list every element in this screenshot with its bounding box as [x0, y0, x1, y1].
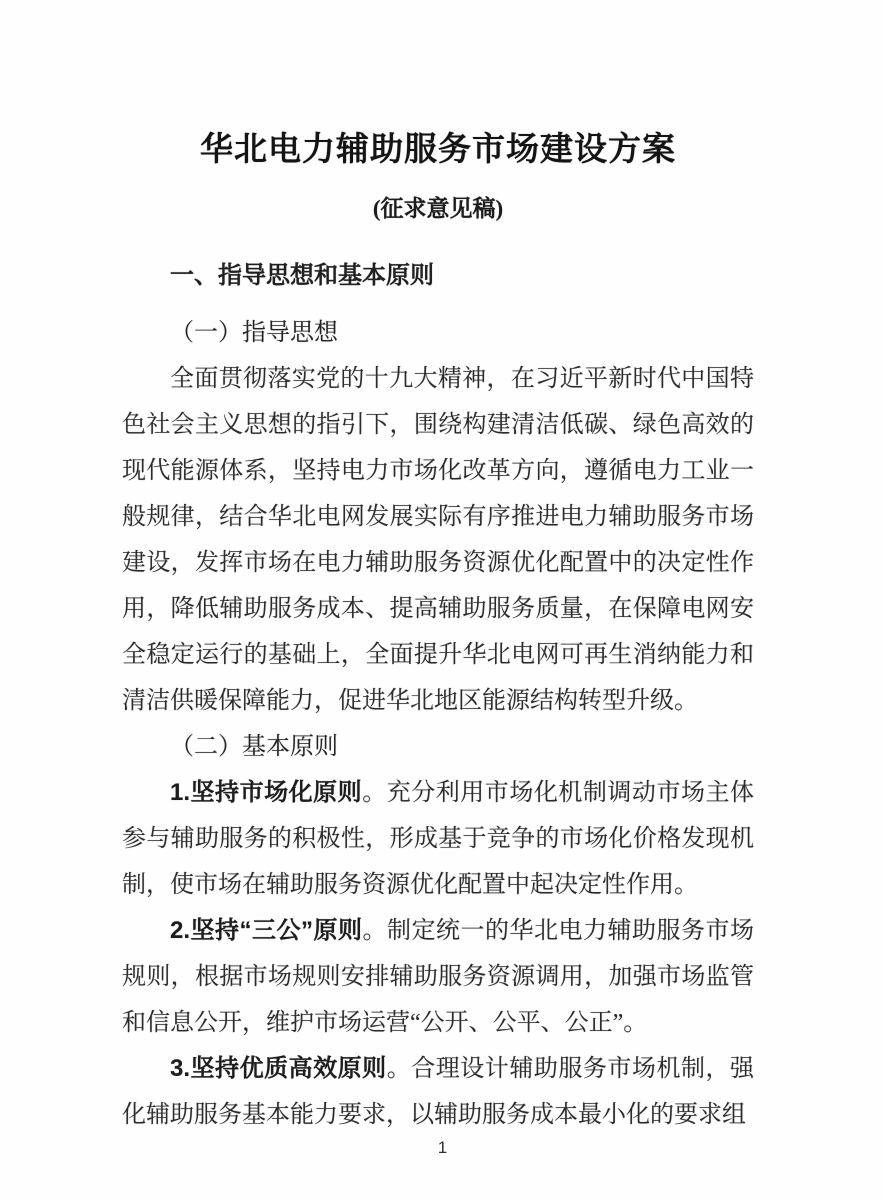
- principle-1-body: 。充分利用市场化机制调动市场主体参与辅助服务的积极性，形成基于竞争的市场化价格发现机制，使市场在辅助服务资源优化配置中起决定性作用。: [122, 780, 755, 898]
- document-title: 华北电力辅助服务市场建设方案: [200, 132, 676, 168]
- page-number: 1: [437, 1138, 448, 1157]
- principle-3-body: 。合理设计辅助服务市场机制，强化辅助服务基本能力要求，以辅助服务成本最小化的要求组: [122, 1056, 755, 1128]
- section-heading-1: 一、指导思想和基本原则: [170, 262, 434, 289]
- paragraph-principle-2: [122, 908, 754, 1046]
- document-content: [122, 0, 754, 1138]
- document-subtitle: (征求意见稿): [372, 196, 504, 221]
- subsection-heading-basic-principles: （二）基本原则: [170, 734, 338, 760]
- paragraph-guiding-ideology: 全面贯彻落实党的十九大精神，在习近平新时代中国特色社会主义思想的指引下，围绕构建清洁低碳、绿色高效的现代能源体系，坚持电力市场化改革方向，遵循电力工业一般规律，结合华北电网发展实际有序推进电力辅助服务市场建设，发挥市场在电力辅助服务资源优化配置中的决定性作用，降低辅助服务成本、提高辅助服务质量，在保障电网安全稳定运行的基础上，全面提升华北电网可再生消纳能力和清洁供暖保障能力，促进华北地区能源结构转型升级。: [122, 366, 754, 714]
- principle-1-lead: 1.坚持市场化原则: [170, 779, 363, 806]
- subsection-heading-guiding-ideology: （一）指导思想: [170, 320, 338, 346]
- principle-2-lead: 2.坚持“三公”原则: [170, 917, 363, 944]
- principle-2-body: 。制定统一的华北电力辅助服务市场规则，根据市场规则安排辅助服务资源调用，加强市场监管和信息公开，维护市场运营“公开、公平、公正”。: [122, 918, 755, 1036]
- paragraph-principle-3: [122, 1046, 754, 1138]
- principle-3-lead: 3.坚持优质高效原则: [170, 1055, 387, 1082]
- paragraph-principle-1: [122, 770, 754, 908]
